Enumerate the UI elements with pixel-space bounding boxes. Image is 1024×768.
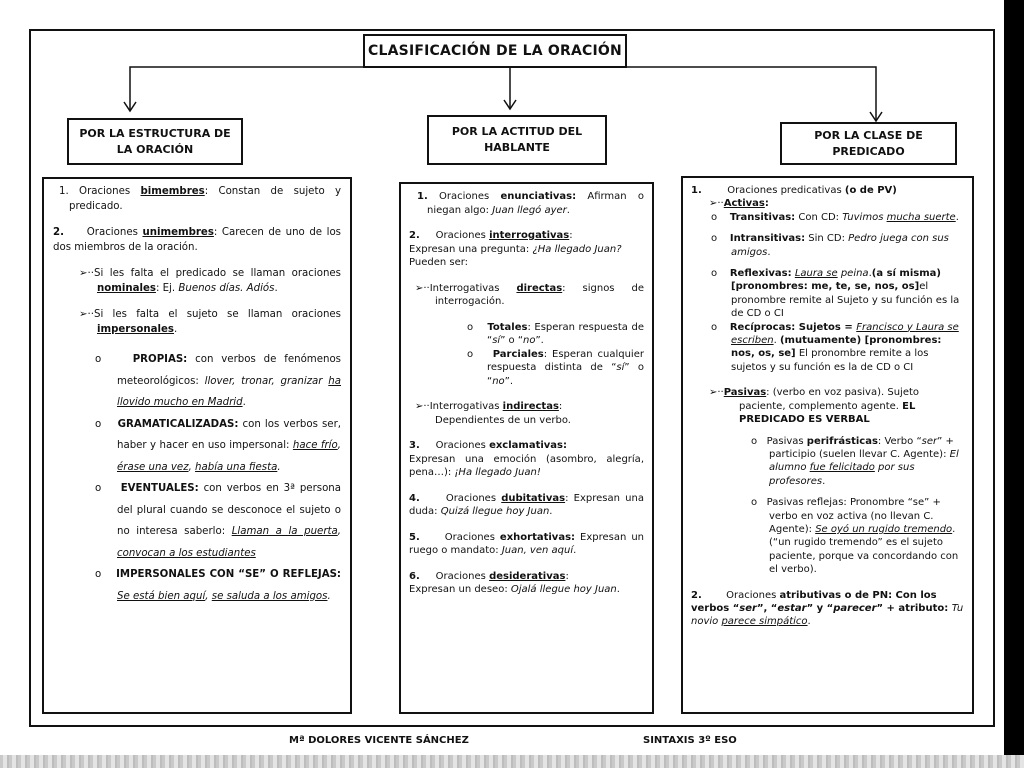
right-connector — [626, 67, 876, 120]
list-item: ➢··Si les falta el sujeto se llaman oraciones impersonales. — [79, 309, 341, 335]
list-item: o Parciales: Esperan cualquier respuesta distinta de “sí” o “no”. — [467, 348, 644, 387]
list-item: o Intransitivas: Sin CD: Pedro juega con sus amigos. — [711, 233, 949, 258]
circle-bullet-icon: o — [95, 483, 121, 494]
header-structure-label: POR LA ESTRUCTURA DE LA ORACIÓN — [79, 126, 231, 156]
list-item: ➢··Si les falta el predicado se llaman oraciones nominales: Ej. Buenos días. Adiós. — [79, 268, 341, 294]
list-item: o PROPIAS: con verbos de fenómenos meteorológicos: llover, tronar, granizar ha llovido mucho en Madrid. — [95, 354, 341, 408]
list-item: 1. Oraciones predicativas (o de PV) — [691, 185, 897, 196]
list-item: 3. Oraciones exclamativas: Expresan una emoción (asombro, alegría, pena…): ¡Ha llegado Juan! — [409, 440, 644, 478]
list-item: o Pasivas reflejas: Pronombre “se” + verbo en voz activa (no llevan C. Agente): Se oyó un rugido tremendo.(“un rugido tremendo” es el sujeto paciente, porque va concordando con el verbo). — [751, 497, 959, 576]
list-item: o Recíprocas: Sujetos = Francisco y Laura se escriben. (mutuamente) [pronombres: nos, os, se] El pronombre remite a los sujetos y su función es la de CD o CI — [711, 321, 959, 373]
list-item: 4. Oraciones dubitativas: Expresan una duda: Quizá llegue hoy Juan. — [409, 492, 644, 517]
list-item: 1. Oraciones enunciativas: Afirman o niegan algo: Juan llegó ayer. — [417, 191, 644, 216]
list-item: ➢··Interrogativas indirectas: Dependientes de un verbo. — [415, 401, 571, 426]
list-item: o Reflexivas: Laura se peina.(a sí misma) [pronombres: me, te, se, nos, os]el pronombre remite al Sujeto y su función es la de CD o CI — [711, 268, 960, 320]
structure-panel — [42, 177, 352, 714]
main-title-box — [363, 34, 627, 68]
predicate-panel — [681, 176, 974, 714]
list-item: o GRAMATICALIZADAS: con los verbos ser, haber y hacer en uso impersonal: hace frío, érase una vez, había una fiesta. — [95, 418, 341, 473]
arrowhead-bullet-icon: ➢·· — [709, 387, 724, 399]
list-item: o EVENTUALES: con verbos en 3ª persona del plural cuando se desconoce el sujeto o no interesa saberlo: Llaman a la puerta, convocan a los estudiantes — [95, 483, 341, 559]
list-item: o Transitivas: Con CD: Tuvimos mucha suerte. — [711, 211, 959, 223]
header-structure — [67, 118, 243, 165]
list-item: o Pasivas perifrásticas: Verbo “ser” + participio (suelen llevar C. Agente): El alumno fue felicitado por sus profesores. — [751, 435, 959, 487]
arrowhead-bullet-icon: ➢·· — [709, 198, 724, 210]
footer-author: Mª DOLORES VICENTE SÁNCHEZ — [289, 735, 469, 746]
circle-bullet-icon: o — [467, 321, 488, 333]
header-predicate-label: POR LA CLASE DE PREDICADO — [814, 128, 923, 158]
list-item: 2. Oraciones unimembres: Carecen de uno de los dos miembros de la oración. — [53, 227, 341, 253]
list-item: 2. Oraciones interrogativas: Expresan una pregunta: ¿Ha llegado Juan? Pueden ser: — [409, 230, 622, 268]
header-attitude-label: POR LA ACTITUD DEL HABLANTE — [451, 125, 583, 154]
list-item: 1. Oraciones bimembres: Constan de sujeto y predicado. — [59, 186, 342, 212]
circle-bullet-icon: o — [467, 348, 493, 360]
footer-subject: SINTAXIS 3º ESO — [643, 735, 737, 746]
list-item: o Totales: Esperan respuesta de “sí” o “no”. — [467, 321, 644, 346]
list-item: ➢··Pasivas: (verbo en voz pasiva). Sujeto paciente, complemento agente. EL PREDICADO ES VERBAL — [709, 387, 920, 426]
header-attitude — [427, 115, 607, 165]
circle-bullet-icon: o — [95, 354, 133, 365]
circle-bullet-icon: o — [95, 569, 117, 580]
circle-bullet-icon: o — [751, 497, 767, 509]
circle-bullet-icon: o — [711, 268, 730, 280]
circle-bullet-icon: o — [95, 418, 118, 430]
bottom-texture-strip — [0, 755, 1024, 768]
list-item: o IMPERSONALES CON “SE” O REFLEJAS: Se está bien aquí, se saluda a los amigos. — [95, 569, 341, 602]
circle-bullet-icon: o — [711, 321, 730, 333]
main-title: CLASIFICACIÓN DE LA ORACIÓN — [368, 43, 622, 59]
list-item: 6. Oraciones desiderativas: Expresan un deseo: Ojalá llegue hoy Juan. — [409, 570, 620, 595]
list-item: 5. Oraciones exhortativas: Expresan un ruego o mandato: Juan, ven aquí. — [409, 531, 644, 556]
header-predicate — [780, 122, 957, 165]
list-item: 2. Oraciones atributivas o de PN: Con los verbos “ser”, “estar” y “parecer” + atributo: Tu novio parece simpático. — [691, 589, 964, 628]
circle-bullet-icon: o — [751, 435, 767, 447]
left-connector — [130, 67, 363, 110]
circle-bullet-icon: o — [711, 211, 730, 223]
list-item: ➢··Activas: — [709, 198, 769, 210]
attitude-panel — [399, 182, 654, 714]
circle-bullet-icon: o — [711, 233, 730, 245]
list-item: ➢··Interrogativas directas: signos de interrogación. — [415, 282, 644, 307]
